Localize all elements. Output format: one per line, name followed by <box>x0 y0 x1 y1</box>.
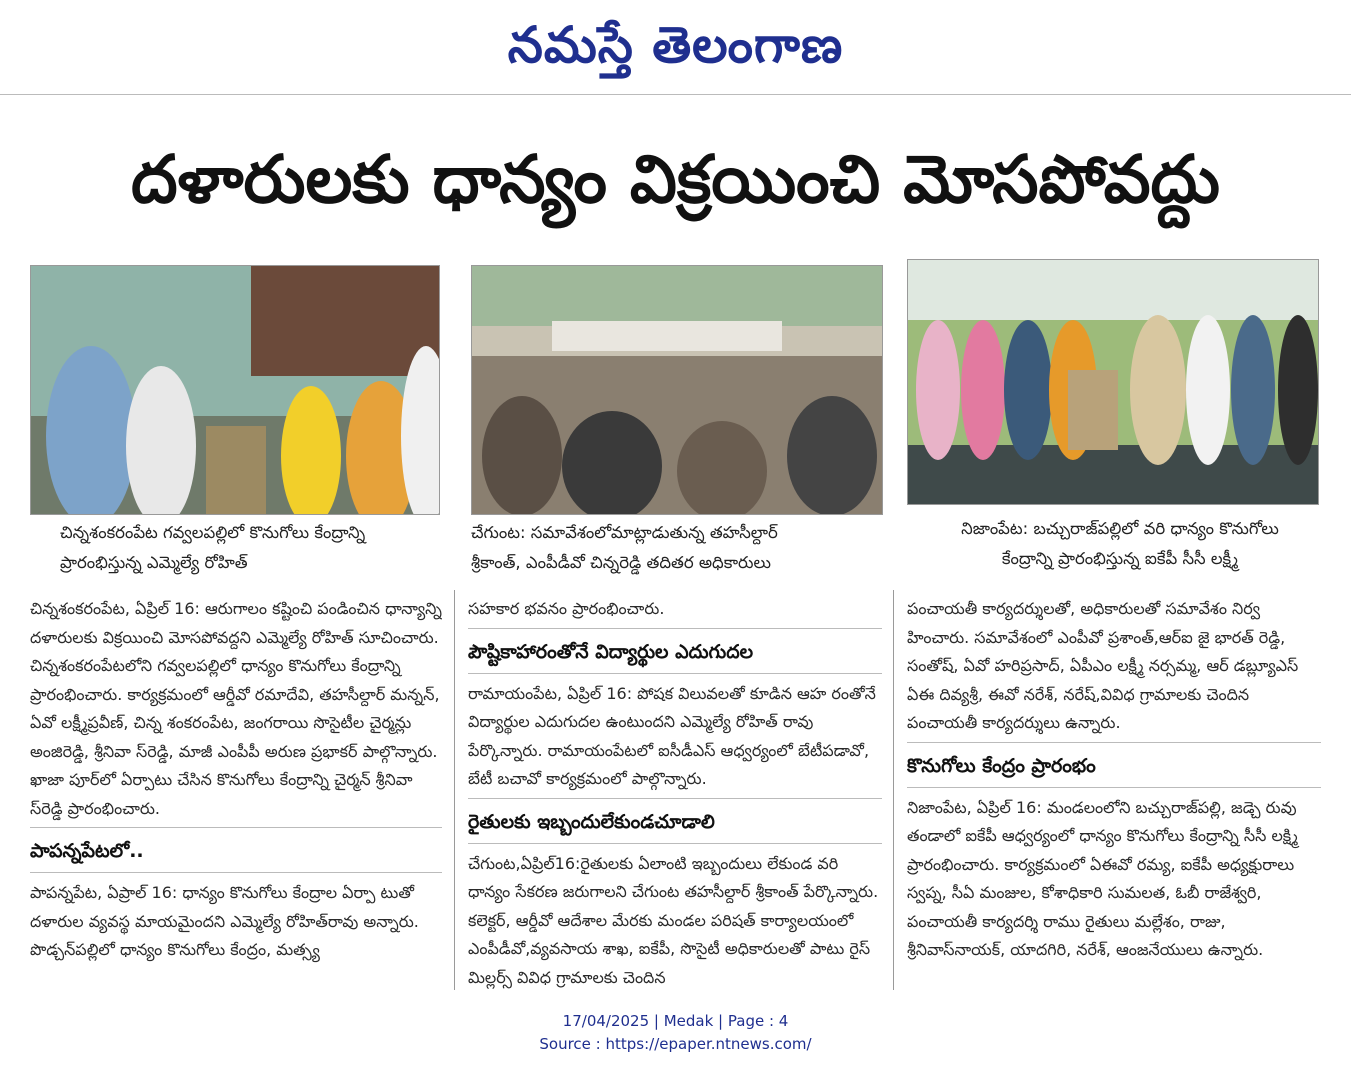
footer-source-link[interactable]: Source : https://epaper.ntnews.com/ <box>539 1035 812 1053</box>
photo-2-caption-line-2: శ్రీకాంత్, ఎంపీడీవో చిన్నరెడ్డి తదితర అధికారులు <box>471 553 771 572</box>
photo-3-caption <box>915 514 1325 574</box>
main-headline: దళారులకు ధాన్యం విక్రయించి మోసపోవద్దు <box>131 141 1220 218</box>
col3-divider-1 <box>907 742 1321 743</box>
col3-paragraph-2: నిజాంపేట, ఏప్రిల్ 16: మండలంలోని బచ్చురాజ్‌పల్లి, జడ్చె రువు తండాలో ఐకేపీ ఆధ్వర్యంలో ధాన్యం కొనుగోలు కేంద్రాన్ని సీసీ లక్ష్మి ప్రారంభించారు. కార్యక్రమంలో ఏఈవో రమ్య, ఐకేపీ అధ్యక్షురాలు స్వప్న, సీఏ మంజుల, కోశాధికారి సుమలత, ఓబీ రాజేశ్వరి, పంచాయతీ కార్యదర్శి రాము రైతులు మల్లేశం, రాజు, శ్రీనివాస్‌నాయక్, యాదగిరి, నరేశ్, ఆంజనేయులు ఉన్నారు. <box>907 797 1298 959</box>
col2-divider-1 <box>468 628 882 629</box>
col1-paragraph-1: చిన్నశంకరంపేట, ఏప్రిల్ 16: ఆరుగాలం కష్టించి పండించిన ధాన్యాన్ని దళారులకు విక్రయించి మోసపోవద్దని ఎమ్మెల్యే రోహిత్ సూచించారు. చిన్నశంకరంపేటలోని గవ్వలపల్లిలో ధాన్యం కొనుగోలు కేంద్రాన్ని ప్రారంభించారు. కార్యక్రమంలో ఆర్డీవో రమాదేవి, తహసీల్దార్ మన్నన్, ఏవో లక్ష్మీప్రవీణ్, చిన్న శంకరంపేట, జంగరాయి సొసైటీల చైర్మన్లు అంజిరెడ్డి, శ్రీనివా స్‌రెడ్డి, మాజీ ఎంపీపీ అరుణ ప్రభాకర్ పాల్గొన్నారు. ఖాజా పూర్‌లో ఏర్పాటు చేసిన కొనుగోలు కేంద్రాన్ని చైర్మన్ శ్రీనివా స్‌రెడ్డి ప్రారంభించారు. <box>30 599 442 818</box>
col2-paragraph-1: రామాయంపేట, ఏప్రిల్ 16: పోషక విలువలతో కూడిన ఆహ రంతోనే విద్యార్థుల ఎదుగుదల ఉంటుందని ఎమ్మెల్యే రోహిత్ రావు పేర్కొన్నారు. రామాయంపేటలో ఐసీడీఎస్ ఆధ్వర్యంలో బేటీపడావో, బేటీ బచావో కార్యక్రమంలో పాల్గొన్నారు. <box>468 683 876 788</box>
col2-divider-4 <box>468 843 882 844</box>
photo-1 <box>30 265 440 515</box>
photo-1-caption-line-1: చిన్నశంకరంపేట గవ్వలపల్లిలో కొనుగోలు కేంద్రాన్ని <box>60 523 366 542</box>
col1-divider-2 <box>30 872 442 873</box>
col1-subheading: పాపన్నపేటలో.. <box>30 840 144 862</box>
col3-subheading: కొనుగోలు కేంద్రం ప్రారంభం <box>907 754 1096 777</box>
photo-2-image <box>472 266 882 514</box>
col2-paragraph-0: సహకార భవనం ప్రారంభించారు. <box>468 599 665 618</box>
photo-3 <box>907 259 1319 505</box>
photo-2 <box>471 265 883 515</box>
col1-paragraph-2: పాపన్నపేట, ఏప్రాల్ 16: ధాన్యం కొనుగోలు కేంద్రాల ఏర్పా టుతో దళారుల వ్యవస్థ మాయమైందని ఎమ్మెల్యే రోహిత్‌రావు అన్నారు. పొడ్చన్‌పల్లిలో ధాన్యం కొనుగోలు కేంద్రం, మత్స్య <box>30 883 419 959</box>
photo-3-image <box>908 260 1318 504</box>
col2-divider-2 <box>468 673 882 674</box>
photo-2-caption-line-1: చేగుంట: సమావేశంలోమాట్లాడుతున్న తహసీల్దార్ <box>471 523 778 542</box>
col2-paragraph-2: చేగుంట,ఏప్రిల్16:రైతులకు ఏలాంటి ఇబ్బందులు లేకుండ వరి ధాన్యం సేకరణ జరుగాలని చేగుంట తహసీల్దార్ శ్రీకాంత్ పేర్కొన్నారు. కలెక్టర్, ఆర్డీవో ఆదేశాల మేరకు మండల పరిషత్ కార్యాలయంలో ఎంపీడీవో,వ్యవసాయ శాఖ, ఐకేపీ, సొసైటీ అధికారులతో పాటు రైస్ మిల్లర్స్ వివిధ గ్రామాలకు చెందిన <box>468 853 879 987</box>
photo-3-caption-line-1: నిజాంపేట: బచ్చురాజ్‌పల్లిలో వరి ధాన్యం కొనుగోలు <box>961 519 1279 538</box>
col2-divider-3 <box>468 798 882 799</box>
col3-paragraph-1: పంచాయతీ కార్యదర్శులతో, అధికారులతో సమావేశం నిర్వ హించారు. సమావేశంలో ఎంపీవో ప్రశాంత్,ఆర్ఐ జై భారత్ రెడ్డి, సంతోష్, ఏవో హరిప్రసాద్, ఏపీఎం లక్ష్మీ నర్సమ్మ, ఆర్ డబ్ల్యూఎస్ ఏఈ దివ్యశ్రీ, ఈవో నరేశ్, నరేష్,వివిధ గ్రామాలకు చెందిన పంచాయతీ కార్యదర్శులు ఉన్నారు. <box>907 599 1299 732</box>
article-column-2 <box>468 595 882 990</box>
masthead-divider <box>0 94 1351 95</box>
col2-subheading-2: రైతులకు ఇబ్బందులేకుండచూడాలి <box>468 810 715 833</box>
col1-divider <box>30 827 442 828</box>
article-column-3 <box>907 595 1321 990</box>
column-divider-2 <box>893 590 894 990</box>
col3-divider-2 <box>907 787 1321 788</box>
footer-date-edition: 17/04/2025 | Medak | Page : 4 <box>562 1012 789 1030</box>
photo-1-caption <box>60 518 440 578</box>
photo-3-caption-line-2: కేంద్రాన్ని ప్రారంభిస్తున్న ఐకేపీ సీసీ లక్ష్మీ <box>1001 549 1239 568</box>
article-column-1 <box>30 595 442 990</box>
photo-1-caption-line-2: ప్రారంభిస్తున్న ఎమ్మెల్యే రోహిత్ <box>60 553 248 572</box>
photo-2-caption <box>471 518 881 578</box>
newspaper-masthead: నమస్తే తెలంగాణ <box>507 15 844 74</box>
column-divider-1 <box>454 590 455 990</box>
col2-subheading-1: పౌష్టికాహారంతోనే విద్యార్థుల ఎదుగుదల <box>468 640 754 663</box>
photo-1-image <box>31 266 439 514</box>
